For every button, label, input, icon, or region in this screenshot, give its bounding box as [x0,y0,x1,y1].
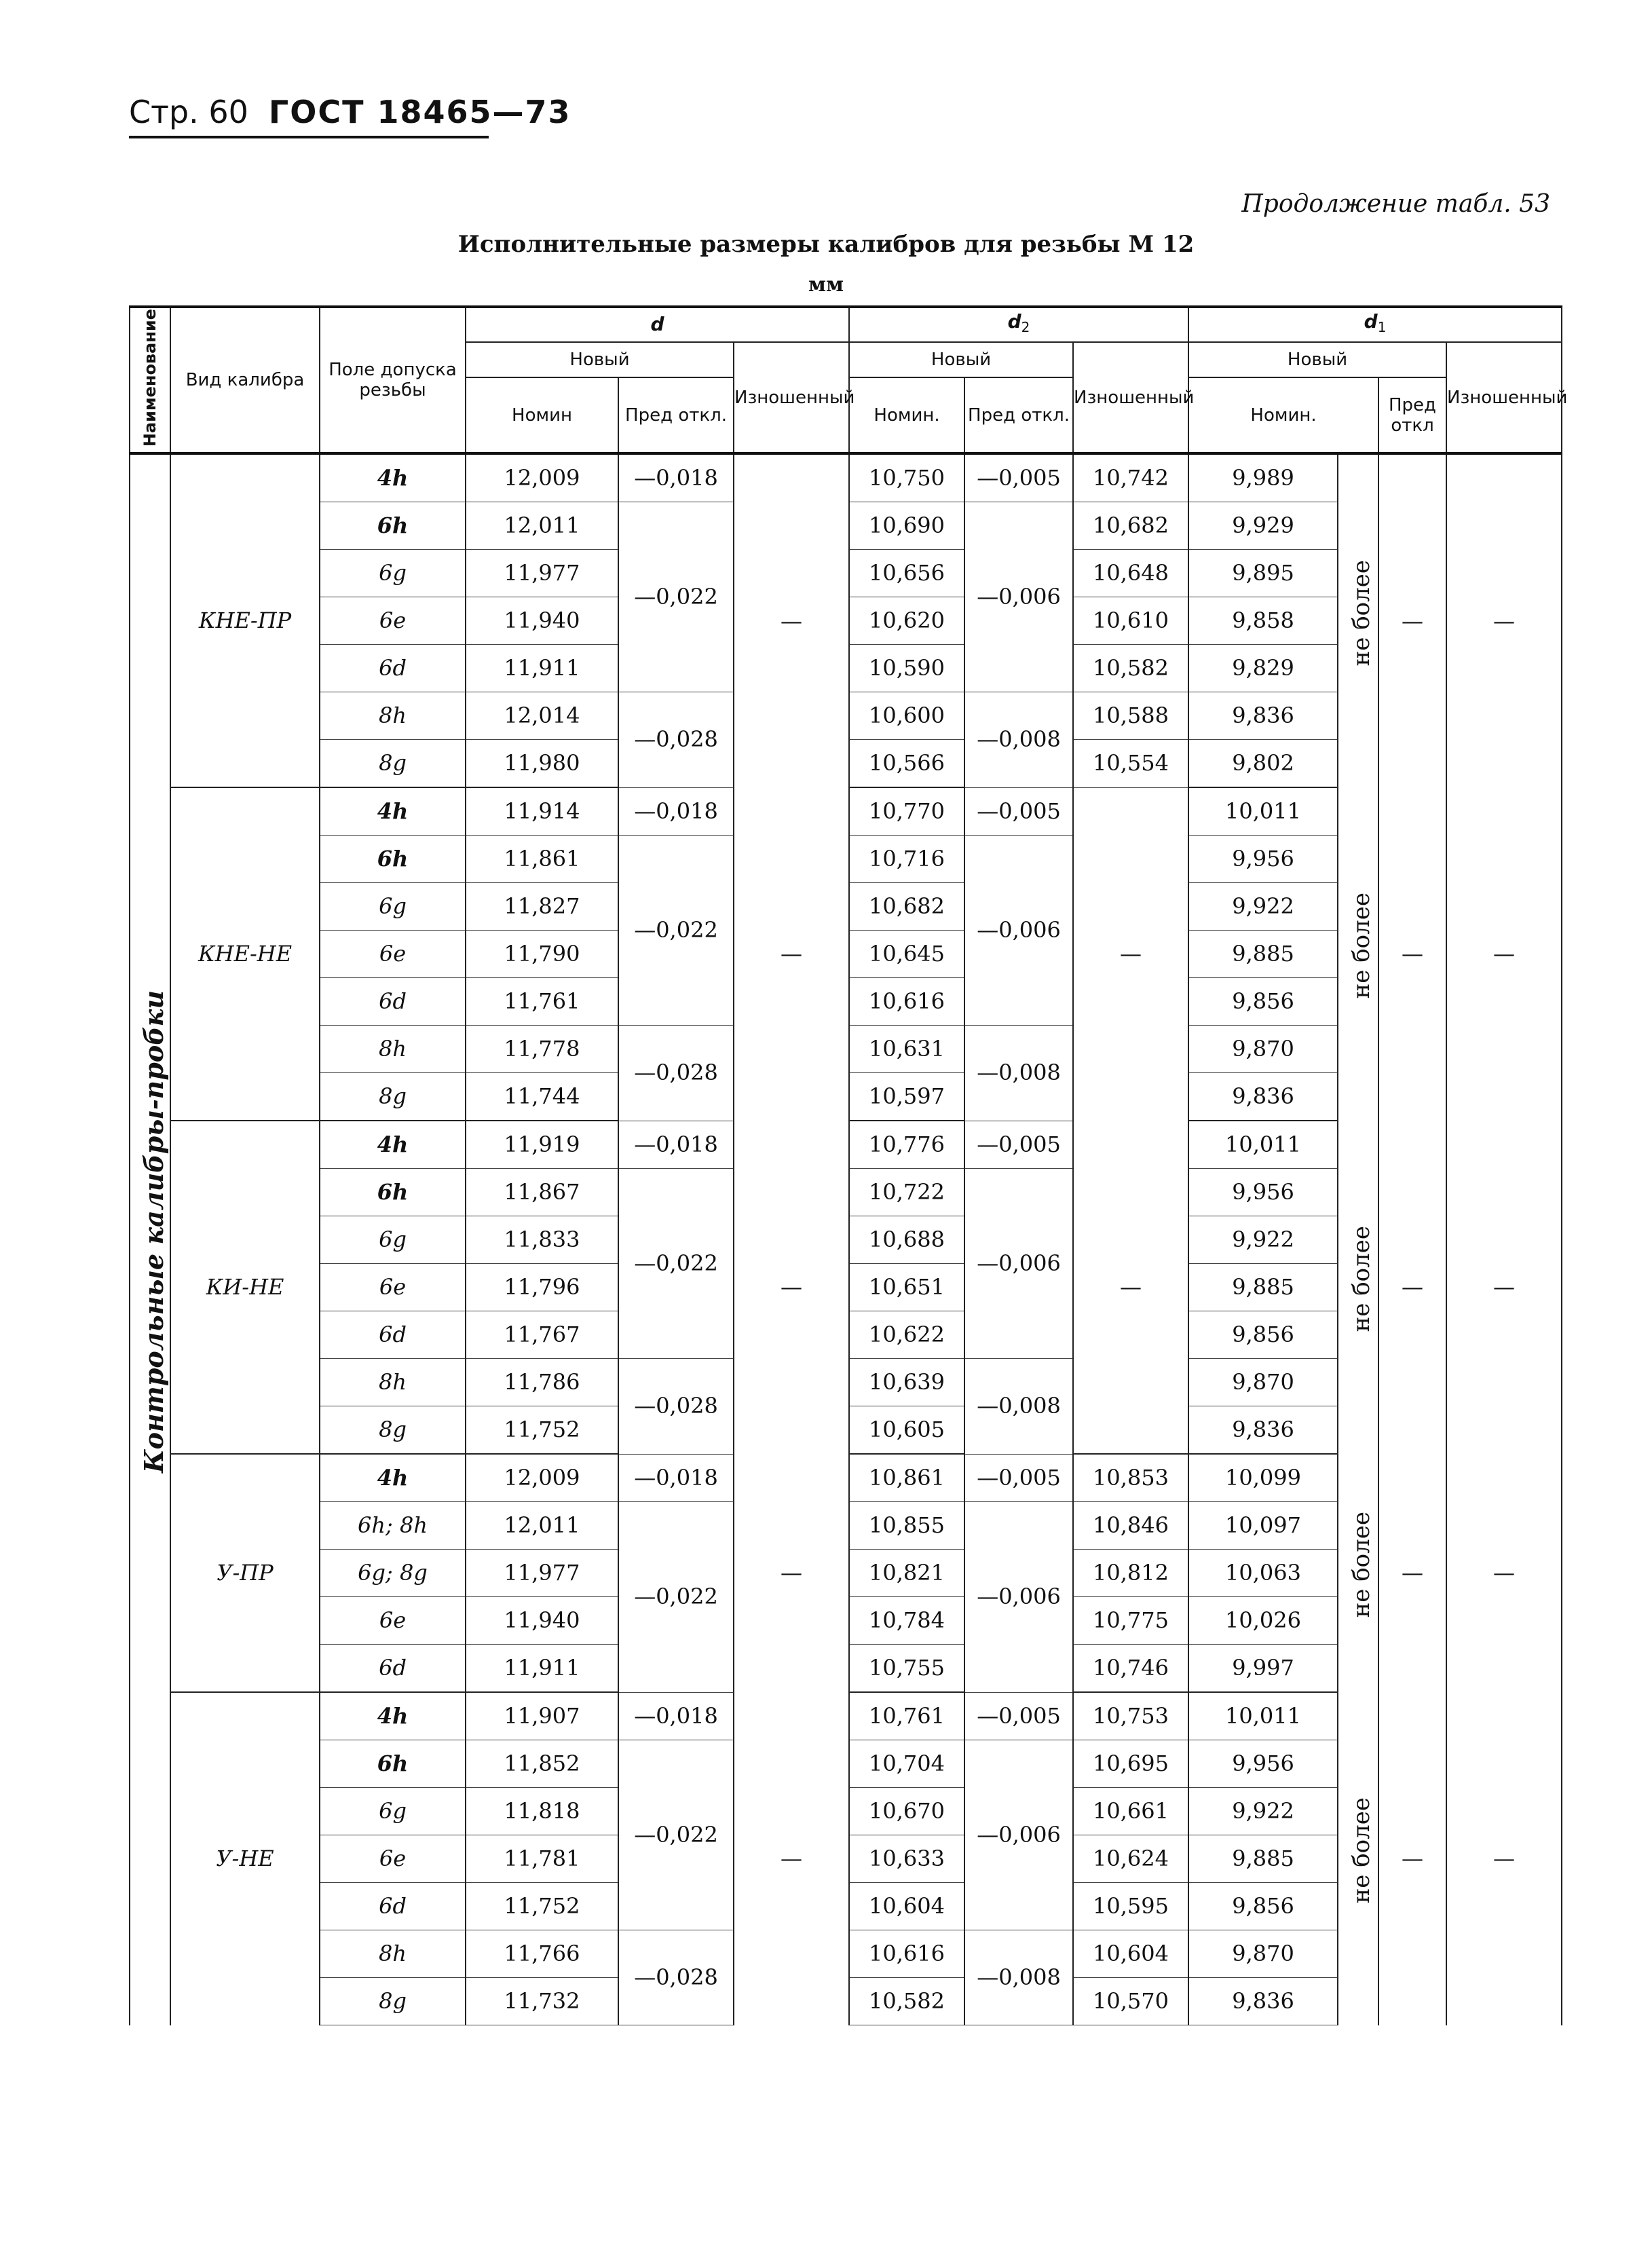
d2-nominal: 10,604 [849,1883,964,1930]
tolerance-field: 6h [320,1740,466,1788]
d2-nominal: 10,755 [849,1645,964,1693]
d1-nominal: 9,989 [1188,453,1338,502]
d1-nominal: 9,885 [1188,1264,1338,1311]
d2-worn: 10,695 [1073,1740,1188,1788]
header-kind: Вид калибра [170,307,320,453]
d1-nominal: 9,856 [1188,978,1338,1026]
header-d2-new: Новый [849,342,1073,377]
d2-worn: 10,604 [1073,1930,1188,1978]
d-nominal: 11,752 [466,1406,618,1455]
d1-deviation: — [1378,1121,1446,1454]
page-number: Стр. 60 [129,94,248,130]
not-more-label: не более [1338,453,1378,787]
d2-nominal: 10,651 [849,1264,964,1311]
tolerance-field: 6e [320,597,466,645]
d1-nominal: 9,870 [1188,1930,1338,1978]
d1-deviation: — [1378,453,1446,787]
d-nominal: 11,744 [466,1073,618,1121]
table-row [130,1692,1562,1740]
d-nominal: 11,833 [466,1216,618,1264]
d2-worn: 10,682 [1073,502,1188,550]
d-nominal: 11,911 [466,645,618,692]
d1-nominal: 9,858 [1188,597,1338,645]
tolerance-field: 6g [320,883,466,931]
d1-nominal: 9,856 [1188,1311,1338,1359]
header-d-new: Новый [466,342,734,377]
calibre-name: У-ПР [170,1454,320,1692]
tolerance-field: 8h [320,1359,466,1406]
d-nominal: 11,752 [466,1883,618,1930]
header-d2-nom: Номин. [849,377,964,453]
header-d: d [466,307,849,342]
d2-nominal: 10,590 [849,645,964,692]
d-nominal: 11,977 [466,1550,618,1597]
d2-deviation: —0,008 [964,692,1073,788]
not-more-label: не более [1338,1121,1378,1454]
d2-worn: — [1073,1121,1188,1454]
d-deviation: —0,018 [618,453,734,502]
d-nominal: 11,786 [466,1359,618,1406]
d-nominal: 11,818 [466,1788,618,1835]
d-nominal: 11,914 [466,787,618,836]
d-nominal: 11,766 [466,1930,618,1978]
d2-worn: 10,812 [1073,1550,1188,1597]
calibre-name: КИ-НЕ [170,1121,320,1454]
tolerance-field: 6d [320,1311,466,1359]
calibre-name: КНЕ-ПР [170,453,320,787]
tolerance-field: 8h [320,1930,466,1978]
d2-nominal: 10,690 [849,502,964,550]
d2-worn: 10,595 [1073,1883,1188,1930]
d-nominal: 12,009 [466,1454,618,1502]
table-header [130,307,1568,453]
header-d1-dev: Пред откл [1378,377,1446,453]
header-d1-worn: Изношенный [1446,342,1562,453]
tolerance-field: 6e [320,1264,466,1311]
header-d-dev: Пред откл. [618,377,734,453]
d1-nominal: 10,011 [1188,1121,1338,1169]
d-worn: — [734,1121,849,1454]
d2-worn: 10,742 [1073,453,1188,502]
d2-nominal: 10,750 [849,453,964,502]
header-d1-nom: Номин. [1188,377,1378,453]
d2-deviation: —0,005 [964,453,1073,502]
tolerance-field: 6d [320,1883,466,1930]
d-nominal: 11,827 [466,883,618,931]
d1-deviation: — [1378,1454,1446,1692]
d2-deviation: —0,006 [964,1740,1073,1930]
d2-deviation: —0,006 [964,1169,1073,1359]
header-d2: $d_2$ [849,307,1188,342]
d2-worn: 10,570 [1073,1978,1188,2025]
d2-nominal: 10,784 [849,1597,964,1645]
d-nominal: 11,861 [466,836,618,883]
d-nominal: 11,867 [466,1169,618,1216]
d1-deviation: — [1378,787,1446,1121]
d-worn: — [734,1692,849,2025]
d-nominal: 11,778 [466,1026,618,1073]
d2-nominal: 10,600 [849,692,964,740]
d1-nominal: 10,011 [1188,787,1338,836]
tolerance-field: 4h [320,1692,466,1740]
d2-worn: 10,582 [1073,645,1188,692]
d-nominal: 11,761 [466,978,618,1026]
table-body [130,453,1562,2025]
d2-nominal: 10,682 [849,883,964,931]
d2-worn: 10,588 [1073,692,1188,740]
d2-deviation: —0,008 [964,1930,1073,2025]
tolerance-field: 6g [320,1788,466,1835]
d-worn: — [734,453,849,787]
d2-worn: 10,610 [1073,597,1188,645]
header-d1-new: Новый [1188,342,1446,377]
d2-deviation: —0,005 [964,1454,1073,1502]
d1-deviation: — [1378,1692,1446,2025]
tolerance-field: 6g [320,1216,466,1264]
tolerance-field: 8h [320,692,466,740]
not-more-label: не более [1338,787,1378,1121]
d2-worn: 10,753 [1073,1692,1188,1740]
page-header [129,94,571,130]
d2-worn: 10,775 [1073,1597,1188,1645]
tolerance-field: 8h [320,1026,466,1073]
table-row [130,1121,1562,1169]
header-d-worn: Изношенный [734,342,849,453]
d2-nominal: 10,716 [849,836,964,883]
d2-nominal: 10,633 [849,1835,964,1883]
d2-deviation: —0,006 [964,836,1073,1026]
tolerance-field: 6e [320,1597,466,1645]
d2-deviation: —0,008 [964,1359,1073,1455]
d2-deviation: —0,005 [964,1121,1073,1169]
d1-nominal: 10,026 [1188,1597,1338,1645]
d1-nominal: 9,829 [1188,645,1338,692]
d1-nominal: 10,097 [1188,1502,1338,1550]
d-deviation: —0,028 [618,692,734,788]
d2-nominal: 10,670 [849,1788,964,1835]
d1-nominal: 9,922 [1188,883,1338,931]
d1-nominal: 10,063 [1188,1550,1338,1597]
d2-worn: 10,661 [1073,1788,1188,1835]
d2-nominal: 10,605 [849,1406,964,1455]
d2-deviation: —0,008 [964,1026,1073,1121]
d2-deviation: —0,006 [964,1502,1073,1693]
header-tolerance-field: Поле допуска резьбы [320,307,466,453]
tolerance-field: 6h; 8h [320,1502,466,1550]
header-name: Наименование [130,307,170,453]
d-deviation: —0,018 [618,787,734,836]
table-row [130,787,1562,836]
d-nominal: 11,940 [466,597,618,645]
tolerance-field: 8g [320,1073,466,1121]
d-deviation: —0,028 [618,1930,734,2025]
d2-nominal: 10,620 [849,597,964,645]
d-nominal: 11,796 [466,1264,618,1311]
d-nominal: 11,767 [466,1311,618,1359]
tolerance-field: 6g; 8g [320,1550,466,1597]
standard-number: ГОСТ 18465—73 [268,94,571,130]
d2-nominal: 10,704 [849,1740,964,1788]
calibre-name: У-НЕ [170,1692,320,2025]
d-nominal: 11,977 [466,550,618,597]
d-nominal: 12,011 [466,1502,618,1550]
calibre-table [129,305,1568,2025]
table-row [130,1454,1562,1502]
d-deviation: —0,022 [618,836,734,1026]
d-worn: — [734,1454,849,1692]
d-nominal: 11,911 [466,1645,618,1693]
tolerance-field: 6d [320,645,466,692]
d-deviation: —0,022 [618,1740,734,1930]
unit-label: мм [808,273,844,297]
d1-nominal: 9,836 [1188,692,1338,740]
tolerance-field: 4h [320,1454,466,1502]
d2-nominal: 10,622 [849,1311,964,1359]
not-more-label: не более [1338,1454,1378,1692]
d2-nominal: 10,645 [849,931,964,978]
not-more-label: не более [1338,1692,1378,2025]
d2-nominal: 10,656 [849,550,964,597]
d-nominal: 11,907 [466,1692,618,1740]
tolerance-field: 6h [320,1169,466,1216]
d1-nominal: 10,099 [1188,1454,1338,1502]
tolerance-field: 6d [320,978,466,1026]
d2-nominal: 10,616 [849,1930,964,1978]
d1-nominal: 9,922 [1188,1216,1338,1264]
d2-worn: 10,624 [1073,1835,1188,1883]
d1-nominal: 9,956 [1188,836,1338,883]
tolerance-field: 6e [320,931,466,978]
d2-deviation: —0,005 [964,787,1073,836]
d-nominal: 11,919 [466,1121,618,1169]
d2-worn: 10,746 [1073,1645,1188,1693]
d-nominal: 11,852 [466,1740,618,1788]
d-nominal: 11,790 [466,931,618,978]
tolerance-field: 4h [320,787,466,836]
d1-worn: — [1446,453,1562,787]
tolerance-field: 6g [320,550,466,597]
d2-nominal: 10,688 [849,1216,964,1264]
header-d-nom: Номин [466,377,618,453]
d2-nominal: 10,566 [849,740,964,788]
d2-nominal: 10,582 [849,1978,964,2025]
tolerance-field: 8g [320,740,466,788]
d1-worn: — [1446,787,1562,1121]
d-nominal: 11,940 [466,1597,618,1645]
d1-nominal: 9,836 [1188,1406,1338,1455]
table-title: Исполнительные размеры калибров для резьбы М 12 [457,231,1195,258]
d-nominal: 12,014 [466,692,618,740]
d1-nominal: 9,836 [1188,1978,1338,2025]
tolerance-field: 4h [320,453,466,502]
header-d2-worn: Изношенный [1073,342,1188,453]
d-deviation: —0,018 [618,1692,734,1740]
d2-worn: 10,853 [1073,1454,1188,1502]
tolerance-field: 6h [320,502,466,550]
d-nominal: 11,781 [466,1835,618,1883]
d-deviation: —0,018 [618,1454,734,1502]
header-d2-dev: Пред откл. [964,377,1073,453]
table-row [130,453,1562,502]
d1-worn: — [1446,1454,1562,1692]
tolerance-field: 8g [320,1406,466,1455]
d-deviation: —0,022 [618,502,734,692]
d2-worn: 10,648 [1073,550,1188,597]
d1-nominal: 9,802 [1188,740,1338,788]
d-nominal: 11,732 [466,1978,618,2025]
d-deviation: —0,028 [618,1026,734,1121]
header-d1: $d_1$ [1188,307,1562,342]
d1-worn: — [1446,1121,1562,1454]
d2-nominal: 10,722 [849,1169,964,1216]
d2-nominal: 10,639 [849,1359,964,1406]
d1-nominal: 9,856 [1188,1883,1338,1930]
d2-nominal: 10,821 [849,1550,964,1597]
continuation-note: Продолжение табл. 53 [1241,190,1550,218]
calibre-name: КНЕ-НЕ [170,787,320,1121]
d-nominal: 11,980 [466,740,618,788]
tolerance-field: 6e [320,1835,466,1883]
d2-nominal: 10,631 [849,1026,964,1073]
d2-deviation: —0,005 [964,1692,1073,1740]
d2-worn: — [1073,787,1188,1121]
d1-nominal: 9,956 [1188,1169,1338,1216]
d1-nominal: 9,885 [1188,1835,1338,1883]
d2-nominal: 10,855 [849,1502,964,1550]
d2-worn: 10,554 [1073,740,1188,788]
d2-nominal: 10,597 [849,1073,964,1121]
tolerance-field: 6d [320,1645,466,1693]
tolerance-field: 4h [320,1121,466,1169]
d2-worn: 10,846 [1073,1502,1188,1550]
d1-nominal: 9,870 [1188,1359,1338,1406]
d2-deviation: —0,006 [964,502,1073,692]
d-deviation: —0,028 [618,1359,734,1455]
d-nominal: 12,011 [466,502,618,550]
d1-nominal: 9,895 [1188,550,1338,597]
category-label: Контрольные калибры-пробки [130,453,170,2025]
d1-worn: — [1446,1692,1562,2025]
d1-nominal: 9,956 [1188,1740,1338,1788]
d2-nominal: 10,770 [849,787,964,836]
d-deviation: —0,022 [618,1502,734,1693]
d-deviation: —0,022 [618,1169,734,1359]
d-worn: — [734,787,849,1121]
header-rule [129,136,489,138]
d2-nominal: 10,861 [849,1454,964,1502]
tolerance-field: 6h [320,836,466,883]
d1-nominal: 9,997 [1188,1645,1338,1693]
d2-nominal: 10,776 [849,1121,964,1169]
d2-nominal: 10,616 [849,978,964,1026]
d1-nominal: 9,870 [1188,1026,1338,1073]
d2-nominal: 10,761 [849,1692,964,1740]
d1-nominal: 10,011 [1188,1692,1338,1740]
d-nominal: 12,009 [466,453,618,502]
d1-nominal: 9,836 [1188,1073,1338,1121]
d1-nominal: 9,929 [1188,502,1338,550]
d-deviation: —0,018 [618,1121,734,1169]
tolerance-field: 8g [320,1978,466,2025]
d1-nominal: 9,922 [1188,1788,1338,1835]
d1-nominal: 9,885 [1188,931,1338,978]
